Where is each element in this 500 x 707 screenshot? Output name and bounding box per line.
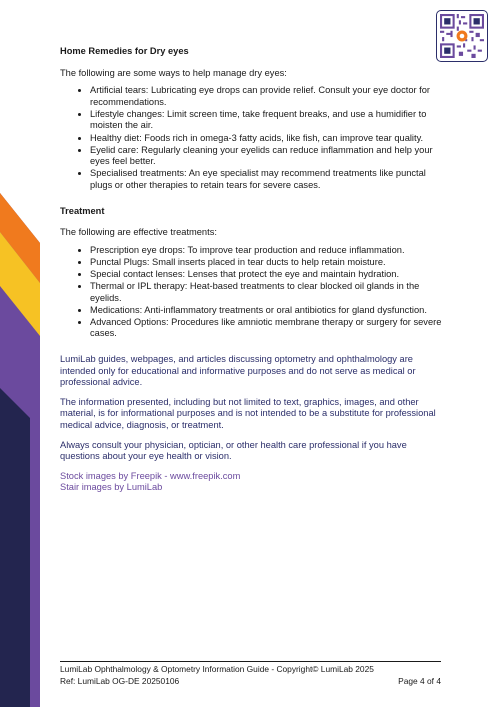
list-item: • Artificial tears: Lubricating eye drops can provide relief. Consult your eye doctor for recommendations. (90, 85, 442, 108)
disclaimer-paragraph: Always consult your physician, optician, or other health care professional if you have questions about your eye health or vision. (60, 439, 407, 462)
section-heading-treatment: Treatment (60, 205, 105, 216)
footer-title: LumiLab Ophthalmology & Optometry Information Guide - Copyright© LumiLab 2025 (60, 664, 374, 674)
list-item: • Special contact lenses: Lenses that protect the eye and maintain hydration. (90, 269, 442, 281)
list-item: • Medications: Anti-inflammatory treatments or oral antibiotics for gland dysfunction. (90, 305, 442, 317)
list-item: • Specialised treatments: An eye specialist may recommend treatments like punctal plugs or other therapies to retain tears for severe cases. (90, 168, 442, 191)
list-item: • Punctal Plugs: Small inserts placed in tear ducts to help retain moisture. (90, 257, 442, 269)
disclaimer-paragraph: LumiLab guides, webpages, and articles discussing optometry and ophthalmology are intended only for educational and informative purposes and do not serve as medical or professional advice. (60, 353, 416, 388)
list-item: • Healthy diet: Foods rich in omega-3 fatty acids, like fish, can improve tear quality. (90, 133, 442, 145)
remedies-list (60, 85, 442, 191)
section-heading-dry-eye-remedies: Home Remedies for Dry eyes (60, 46, 189, 56)
qr-code-icon (440, 14, 484, 58)
section-intro-treatment: The following are effective treatments: (60, 227, 217, 238)
section-intro-dry-eye-remedies: The following are some ways to help manage dry eyes: (60, 67, 287, 78)
stock-images-credit[interactable]: Stock images by Freepik - www.freepik.com (60, 470, 241, 481)
footer-row (60, 676, 441, 688)
list-item: • Advanced Options: Procedures like amniotic membrane therapy or surgery for severe cases. (90, 317, 442, 340)
stair-images-credit: Stair images by LumiLab (60, 482, 163, 493)
side-decoration (0, 0, 60, 707)
footer-reference: Ref: LumiLab OG-DE 20250106 (60, 675, 180, 686)
qr-code[interactable] (436, 10, 488, 62)
list-item: • Eyelid care: Regularly cleaning your eyelids can reduce inflammation and help your eyes feel better. (90, 145, 442, 168)
page-number: Page 4 of 4 (398, 675, 441, 686)
disclaimer-paragraph: The information presented, including but not limited to text, graphics, images, and other material, is for informational purposes and is not intended to be a substitute for professional medical advice, diagnosis, or treatment. (60, 396, 436, 430)
page-footer (60, 661, 441, 687)
list-item: • Lifestyle changes: Limit screen time, take frequent breaks, and use a humidifier to moisten the air. (90, 109, 442, 132)
page-content (60, 46, 442, 494)
list-item: • Thermal or IPL therapy: Heat-based treatments to clear blocked oil glands in the eyelids. (90, 281, 442, 304)
list-item: • Prescription eye drops: To improve tear production and reduce inflammation. (90, 245, 442, 257)
treatment-list (60, 245, 442, 340)
